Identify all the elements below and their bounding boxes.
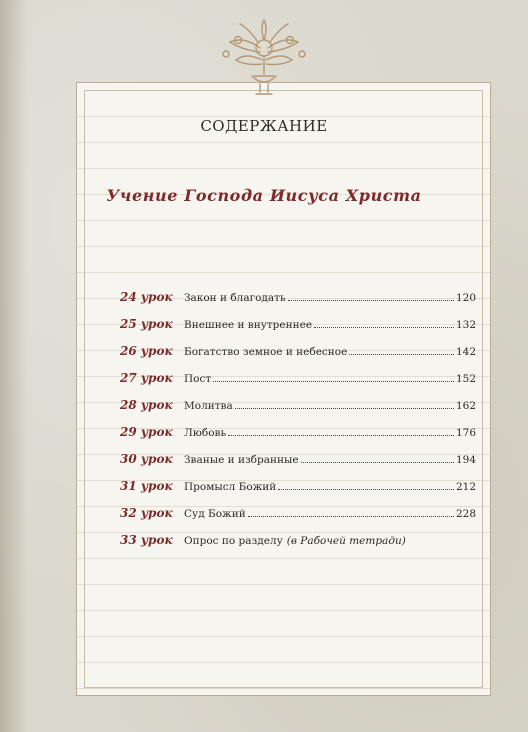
- dot-leader: [248, 516, 454, 517]
- toc-row[interactable]: [120, 479, 476, 497]
- toc-row[interactable]: [120, 371, 476, 389]
- dot-leader: [235, 408, 454, 409]
- lesson-number: 31 урок: [120, 479, 173, 493]
- entry-title: Пост: [184, 373, 212, 385]
- decorative-frame-inner: [84, 90, 483, 688]
- dot-leader: [228, 435, 454, 436]
- lesson-number: 25 урок: [120, 317, 173, 331]
- lesson-number: 29 урок: [120, 425, 173, 439]
- floral-vase-ornament-icon: [216, 14, 312, 100]
- lesson-number: 32 урок: [120, 506, 173, 520]
- toc-entry: [184, 292, 476, 304]
- lesson-number: 24 урок: [120, 290, 173, 304]
- page-title: СОДЕРЖАНИЕ: [200, 117, 328, 135]
- page-number: 152: [455, 373, 476, 385]
- lesson-number: 26 урок: [120, 344, 173, 358]
- dot-leader: [278, 489, 454, 490]
- page-number: 162: [455, 400, 476, 412]
- spine-shadow: [0, 0, 28, 732]
- toc-row[interactable]: [120, 317, 476, 335]
- toc-entry: [184, 400, 476, 412]
- page-number: 142: [455, 346, 476, 358]
- toc-row[interactable]: [120, 344, 476, 362]
- toc-row[interactable]: [120, 425, 476, 443]
- lesson-number: 27 урок: [120, 371, 173, 385]
- lesson-number: 28 урок: [120, 398, 173, 412]
- section-title: Учение Господа Иисуса Христа: [106, 186, 422, 205]
- entry-title: Внешнее и внутреннее: [184, 319, 313, 331]
- entry-title: Любовь: [184, 427, 227, 439]
- toc-row[interactable]: [120, 506, 476, 524]
- entry-title: Промысл Божий: [184, 481, 277, 493]
- dot-leader: [314, 327, 454, 328]
- toc-row[interactable]: [120, 290, 476, 308]
- page-number: 132: [455, 319, 476, 331]
- toc-entry: [184, 427, 476, 439]
- toc-row[interactable]: [120, 398, 476, 416]
- toc-row[interactable]: [120, 452, 476, 470]
- entry-title: Богатство земное и небесное: [184, 346, 348, 358]
- dot-leader: [349, 354, 454, 355]
- entry-title: Званые и избранные: [184, 454, 299, 466]
- entry-note: (в Рабочей тетради): [286, 535, 406, 547]
- toc-entry: [184, 481, 476, 493]
- entry-title: Молитва: [184, 400, 233, 412]
- toc-row[interactable]: [120, 533, 476, 551]
- toc-entry: [184, 373, 476, 385]
- entry-title: Суд Божий: [184, 508, 246, 520]
- page-number: 212: [455, 481, 476, 493]
- dot-leader: [301, 462, 454, 463]
- toc-entry: [184, 508, 476, 520]
- dot-leader: [213, 381, 454, 382]
- page-number: 176: [455, 427, 476, 439]
- toc-entry: [184, 319, 476, 331]
- page-number: 228: [455, 508, 476, 520]
- entry-title: Опрос по разделу: [184, 535, 283, 547]
- toc-entry: [184, 346, 476, 358]
- entry-title: Закон и благодать: [184, 292, 286, 304]
- page-number: 194: [455, 454, 476, 466]
- lesson-number: 30 урок: [120, 452, 173, 466]
- lesson-number: 33 урок: [120, 533, 173, 547]
- dot-leader: [288, 300, 454, 301]
- toc-entry: [184, 454, 476, 466]
- page-number: 120: [455, 292, 476, 304]
- toc-entry: [184, 535, 476, 547]
